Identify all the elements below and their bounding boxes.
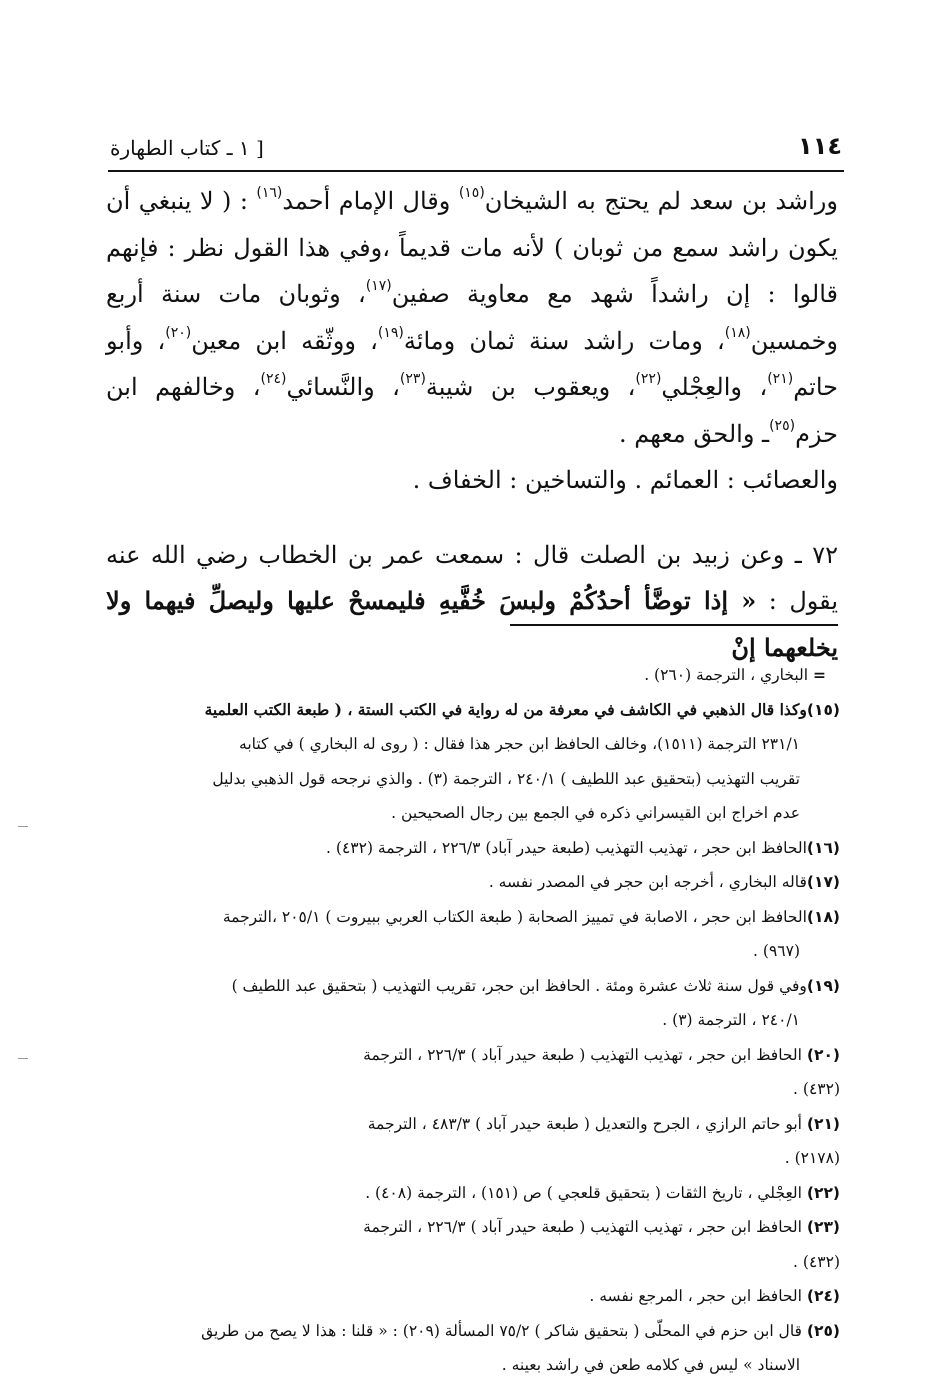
hadith-paragraph: [106, 532, 838, 672]
glossary-line: والعصائب : العمائم . والتساخين : الخفاف .: [412, 466, 838, 494]
scan-margin-mark: [18, 1058, 28, 1059]
page-header: [108, 130, 844, 172]
footnote-ref: (١٧): [365, 278, 392, 294]
footnote: (١٥)وكذا قال الذهبي في الكاشف في معرفة من له رواية في الكتب الستة ، ( طبعة الكتب العلمية ٢٣١/١ الترجمة (١٥١١)، وخالف الحافظ ابن حجر هذا فقال : ( روى له البخاري ) في كتابه تقريب التهذيب (بتحقيق عبد اللطيف ) ٢٤٠/١ ، الترجمة (٣) . والذي نرجحه قول الذهبي بدليل عدم اخراج ابن القيسراني ذكره في الجمع بين رجال الصحيحين .: [204, 699, 840, 822]
footnote-ref: (٢٠): [165, 324, 192, 341]
scan-margin-mark: [18, 826, 28, 827]
footnote: (٢٠) الحافظ ابن حجر ، تهذيب التهذيب ( طبعة حيدر آباد ) ٢٢٦/٣ ، الترجمة (٤٣٢) .: [363, 1045, 840, 1098]
page-number: ١١٤: [798, 132, 842, 160]
hadith-text: « إذا توضَّأ أحدُكُمْ ولبسَ خُفَّيهِ فليمسحْ عليها وليصلِّ فيهما ولا يخلعهما إنْ: [106, 586, 838, 662]
footnote-ref: (١٥): [458, 185, 485, 201]
footnote: (١٩)وفي قول سنة ثلاث عشرة ومئة . الحافظ ابن حجر، تقريب التهذيب ( بتحقيق عبد اللطيف ) ٢٤٠/١ ، الترجمة (٣) .: [231, 976, 840, 1029]
footnote-ref: (١٩): [377, 324, 404, 341]
footnote: (٢٢) العِجْلي ، تاريخ الثقات ( بتحقيق قلعجي ) ص (١٥١) ، الترجمة (٤٠٨) .: [365, 1183, 840, 1202]
main-text: [106, 178, 838, 671]
footnote-ref: (٢٥): [769, 417, 796, 434]
footnote: (١٨)الحافظ ابن حجر ، الاصابة في تمييز الصحابة ( طبعة الكتاب العربي ببيروت ) ٢٠٥/١ ،الترجمة (٩٦٧) .: [222, 907, 840, 960]
running-title: [ ١ ـ كتاب الطهارة: [110, 136, 264, 160]
footnote-separator: [510, 624, 838, 626]
footnote: (١٧)قاله البخاري ، أخرجه ابن حجر في المصدر نفسه .: [488, 873, 840, 891]
footnote-ref: (٢١): [767, 371, 794, 387]
footnote-ref: (٢٣): [399, 371, 426, 387]
hadith-intro: ٧٢ ـ وعن زبيد بن الصلت قال : سمعت عمر بن الخطاب رضي الله عنه يقول :: [106, 540, 839, 615]
footnote: (٢١) أبو حاتم الرازي ، الجرح والتعديل ( طبعة حيدر آباد ) ٤٨٣/٣ ، الترجمة (٢١٧٨) .: [367, 1114, 840, 1167]
footnotes: [106, 658, 840, 1383]
footnote: (١٦)الحافظ ابن حجر ، تهذيب التهذيب (طبعة حيدر آباد) ٢٢٦/٣ ، الترجمة (٤٣٢) .: [326, 838, 840, 857]
footnote-ref: (١٨): [724, 324, 751, 341]
footnote-ref: (١٦): [256, 185, 283, 201]
footnote: (٢٤) الحافظ ابن حجر ، المرجع نفسه .: [589, 1287, 840, 1305]
footnote-ref: (٢٢): [635, 371, 662, 387]
footnote: = البخاري ، الترجمة (٢٦٠) .: [644, 666, 826, 684]
footnote: (٢٣) الحافظ ابن حجر ، تهذيب التهذيب ( طبعة حيدر آباد ) ٢٢٦/٣ ، الترجمة (٤٣٢) .: [363, 1218, 840, 1271]
footnote: (٢٥) قال ابن حزم في المحلّى ( بتحقيق شاكر ) ٧٥/٢ المسألة (٢٠٩) : « قلنا : هذا لا يصح من طريق الاسناد » ليس في كلامه طعن في راشد بعينه .: [201, 1321, 840, 1374]
footnote-ref: (٢٤): [260, 371, 287, 387]
commentary-paragraph: وراشد بن سعد لم يحتج به الشيخان$^{(١٥)}$ وقال الإمام أحمد$^{(١٦)}$ : ( لا ينبغي أن يكون راشد سمع من ثوبان ) لأنه مات قديماً ،وفي هذا القول نظر : فإنهم قالوا : إن راشداً شهد مع معاوية صفين$^{(١٧)}$، وثوبان مات سنة أربع وخمسين$^{(١٨)}$، ومات راشد سنة ثمان ومائة$^{(١٩)}$، ووثّقه ابن معين$^{(٢٠)}$، وأبو حاتم$^{(٢١)}$، والعِجْلي$^{(٢٢)}$، ويعقوب بن شيبة$^{(٢٣)}$، والنَّسائي$^{(٢٤)}$، وخالفهم ابن حزم$^{(٢٥)}$ـ والحق معهم .: [106, 185, 838, 448]
